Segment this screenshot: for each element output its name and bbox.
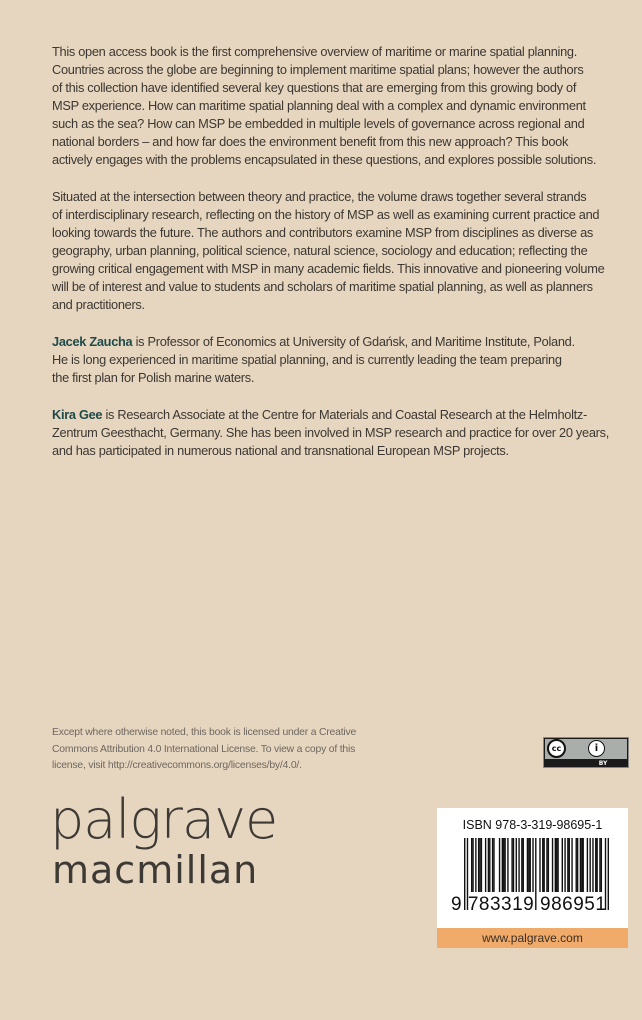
barcode-bar: [608, 838, 609, 910]
cc-by-license-badge-icon: [543, 737, 629, 768]
barcode-bar: [479, 838, 480, 892]
publisher-logo-macmillan: macmillan: [52, 848, 259, 892]
barcode-bar: [503, 838, 504, 892]
barcode-bar: [499, 838, 500, 892]
text-line: actively engages with the problems encapsulated in these questions, and explores possible solutions.: [52, 152, 597, 167]
barcode-bar: [523, 838, 524, 892]
text-line: geography, urban planning, political science, natural science, sociology and education; reflecting the: [52, 243, 588, 258]
barcode-bar: [556, 838, 557, 892]
barcode-bar: [475, 838, 476, 892]
barcode-bar: [567, 838, 568, 892]
barcode-bar: [492, 838, 493, 892]
cc-icon: cc: [547, 739, 566, 758]
barcode-bar: [481, 838, 482, 892]
barcode-bar: [546, 838, 547, 892]
barcode-bar: [595, 838, 596, 892]
publisher-website: www.palgrave.com: [437, 928, 628, 948]
barcode-bar: [502, 838, 503, 892]
barcode-bar: [518, 838, 519, 892]
back-cover-text: [52, 43, 628, 479]
barcode-bar: [580, 838, 581, 892]
text-line: of interdisciplinary research, reflecting on the history of MSP as well as examining current practice and: [52, 207, 600, 222]
text-line: and has participated in numerous national and transnational European MSP projects.: [52, 443, 509, 458]
text-line: growing critical engagement with MSP in many academic fields. This innovative and pioneering volume: [52, 261, 605, 276]
text-line: looking towards the future. The authors and contributors examine MSP from disciplines as diverse as: [52, 225, 593, 240]
barcode-bar: [543, 838, 544, 892]
barcode-bar: [548, 838, 549, 892]
barcode-bar: [471, 838, 472, 892]
barcode-bar: [539, 838, 540, 892]
barcode-bar: [516, 838, 517, 892]
license-notice: [52, 725, 522, 775]
barcode-bar: [527, 838, 528, 892]
barcode-bar: [555, 838, 556, 892]
text-line: MSP experience. How can maritime spatial planning deal with a complex and dynamic environment: [52, 98, 586, 113]
bio-text: is Professor of Economics at University of Gdańsk, and Maritime Institute, Poland.: [132, 334, 575, 349]
barcode-bar: [528, 838, 529, 892]
barcode-bar: [589, 838, 590, 892]
author-name: Jacek Zaucha: [52, 334, 133, 349]
barcode-bar: [513, 838, 514, 892]
barcode-number: 9 783319 986951: [451, 894, 607, 915]
text-line: [52, 333, 628, 351]
text-line: Zentrum Geesthacht, Germany. She has been involved in MSP research and practice for over 20 years,: [52, 425, 609, 440]
barcode-bar: [542, 838, 543, 892]
barcode-bar: [489, 838, 490, 892]
text-line: of this collection have identified several key questions that are emerging from this growing body of: [52, 80, 577, 95]
text-line: and practitioners.: [52, 297, 145, 312]
barcode-bar: [592, 838, 593, 892]
barcode-bar: [596, 838, 597, 892]
description-paragraph-2: [52, 188, 628, 314]
barcode-bar: [599, 838, 600, 892]
barcode-bar: [532, 838, 533, 892]
isbn-label: ISBN 978-3-319-98695-1: [462, 818, 603, 832]
text-line: the first plan for Polish marine waters.: [52, 370, 255, 385]
author-bio-gee: [52, 406, 628, 460]
attribution-person-icon: i: [588, 740, 605, 757]
barcode-bar: [576, 838, 577, 892]
barcode-bar: [587, 838, 588, 892]
by-label: BY: [598, 760, 608, 767]
barcode-bar: [488, 838, 489, 892]
text-line: license, visit http://creativecommons.org/licenses/by/4.0/.: [52, 760, 302, 772]
barcode-bar: [601, 838, 602, 892]
barcode-bar: [478, 838, 479, 892]
barcode-bar: [557, 838, 558, 892]
barcode-bar: [571, 838, 572, 892]
barcode-bar: [504, 838, 505, 892]
barcode-bar: [530, 838, 531, 892]
barcode-bar: [581, 838, 582, 892]
text-line: will be of interest and value to students and scholars of maritime spatial planning, as well as planners: [52, 279, 593, 294]
author-bio-zaucha: [52, 333, 628, 387]
barcode-bar: [507, 838, 508, 892]
barcode-bar: [521, 838, 522, 892]
barcode-bar: [493, 838, 494, 892]
description-paragraph-1: [52, 43, 628, 169]
barcode-bar: [564, 838, 565, 892]
barcode-bar: [511, 838, 512, 892]
barcode-bar: [552, 838, 553, 892]
author-name: Kira Gee: [52, 407, 103, 422]
barcode-bar: [562, 838, 563, 892]
barcode-bar: [485, 838, 486, 892]
barcode-bar: [569, 838, 570, 892]
text-line: Commons Attribution 4.0 International License. To view a copy of this: [52, 743, 356, 755]
publisher-logo-palgrave: palgrave: [50, 788, 278, 851]
text-line: Countries across the globe are beginning to implement maritime spatial plans; however the authors: [52, 62, 584, 77]
barcode-bar: [583, 838, 584, 892]
text-line: Situated at the intersection between theory and practice, the volume draws together several strands: [52, 189, 587, 204]
barcode-bar: [577, 838, 578, 892]
text-line: [52, 406, 628, 424]
text-line: such as the sea? How can MSP be embedded in multiple levels of governance across regional and: [52, 116, 585, 131]
text-line: Except where otherwise noted, this book is licensed under a Creative: [52, 727, 357, 738]
isbn-barcode-box: [437, 808, 628, 928]
text-line: This open access book is the first comprehensive overview of maritime or marine spatial planning.: [52, 44, 577, 59]
bio-text: is Research Associate at the Centre for Materials and Coastal Research at the Helmholtz-: [102, 407, 587, 422]
text-line: He is long experienced in maritime spatial planning, and is currently leading the team preparing: [52, 352, 562, 367]
text-line: national borders – and how far does the environment benefit from this new approach? This book: [52, 134, 569, 149]
barcode-bar: [472, 838, 473, 892]
